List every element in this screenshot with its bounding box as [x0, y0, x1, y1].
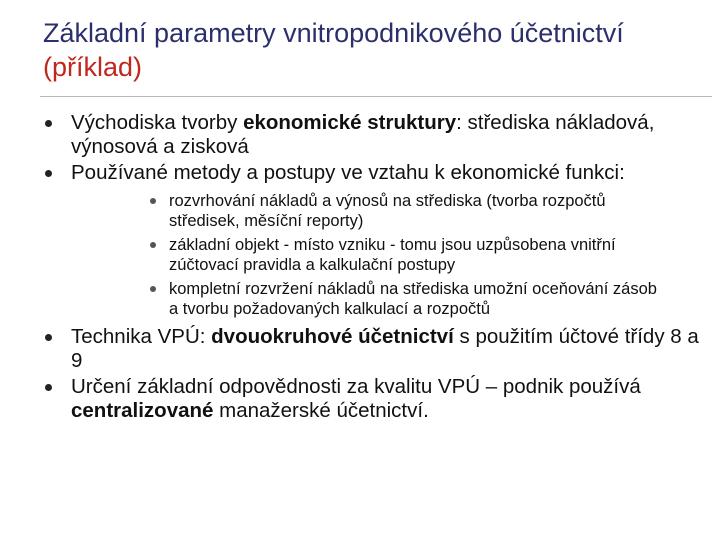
slide-content	[0, 111, 720, 425]
bullet-item-technique	[0, 325, 720, 373]
bullet-bold-text: dvouokruhové účetnictví	[211, 325, 454, 348]
bullet-dot-icon	[45, 120, 52, 127]
bullet-text: Technika VPÚ:	[71, 325, 212, 348]
sub-bullet-list	[71, 191, 700, 319]
sub-bullet-text: základní objekt - místo vzniku - tomu jsou uzpůsobena vnitřní zúčtovací pravidla a kalkulační postupy	[169, 236, 616, 274]
sub-bullet-text: rozvrhování nákladů a výnosů na střediska (tvorba rozpočtů středisek, měsíční reporty)	[169, 192, 606, 230]
sub-bullet-item	[71, 279, 700, 319]
bullet-text: Určení základní odpovědnosti za kvalitu VPÚ – podnik používá	[71, 375, 641, 398]
bullet-bold-text: centralizované	[71, 399, 214, 422]
bullet-text: s použitím účtové třídy 8 a 9	[71, 325, 699, 372]
sub-bullet-dot-icon	[150, 286, 156, 292]
bullet-item-responsibility	[0, 375, 720, 423]
sub-bullet-dot-icon	[150, 242, 156, 248]
bullet-item-economic-structure	[0, 111, 720, 159]
bullet-item-methods	[0, 161, 720, 319]
bullet-dot-icon	[45, 334, 52, 341]
bullet-text: manažerské účetnictví.	[213, 399, 429, 422]
sub-bullet-dot-icon	[150, 198, 156, 204]
title-divider	[40, 96, 712, 97]
bullet-bold-text: ekonomické struktury	[243, 111, 457, 134]
bullet-dot-icon	[45, 170, 52, 177]
slide-title-accent: (příklad)	[43, 52, 143, 82]
sub-bullet-item	[71, 235, 700, 275]
bullet-text: Používané metody a postupy ve vztahu k ekonomické funkci:	[71, 161, 625, 184]
bullet-text: : střediska nákladová, výnosová a zisková	[71, 111, 655, 158]
slide-title-main: Základní parametry vnitropodnikového účetnictví	[43, 18, 624, 48]
sub-bullet-text: kompletní rozvržení nákladů na střediska umožní oceňování zásob a tvorbu požadovaných kalkulací a rozpočtů	[169, 280, 657, 318]
slide-title	[43, 16, 683, 84]
bullet-dot-icon	[45, 384, 52, 391]
sub-bullet-item	[71, 191, 700, 231]
bullet-text: Východiska tvorby	[71, 111, 244, 134]
bullet-list	[0, 111, 720, 423]
